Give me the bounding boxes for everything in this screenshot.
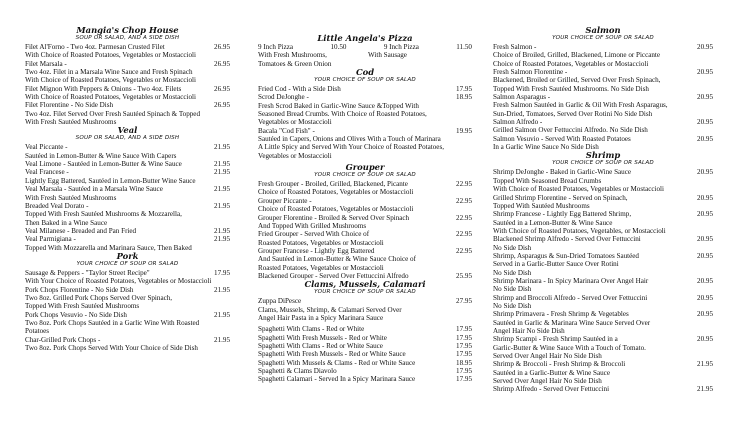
menu-line [25,344,230,352]
menu-line-text: Fresh Grouper - Broiled, Grilled, Blackened, Picante [258,180,408,189]
menu-line-text: With Choice of Roasted Potatoes, Vegetables or Mostaccioli [493,185,664,194]
menu-line [493,285,713,293]
menu-line-text: Sausage & Peppers - "Taylor Street Recipe" [25,268,150,277]
menu-line-text: Sautéed in a Garlic-Butter & Wine Sauce [493,368,610,377]
menu-line [258,222,472,230]
menu-line [493,51,713,59]
menu-line-text: Fresh Salmon Florentine - [493,68,568,77]
menu-line-text: Sautéed in Garlic & Marinara Wine Sauce Served Over [493,318,651,327]
menu-line [493,118,713,126]
menu-line-price: 26.95 [214,84,230,93]
pizza-right-name: 9 Inch Pizza [383,43,419,51]
menu-line-price: 26.95 [214,59,230,68]
menu-line-price: 22.95 [456,196,472,205]
menu-line [493,101,713,109]
menu-line [25,202,230,210]
menu-line-text: No Side Dish [493,285,532,294]
grouper-items [258,180,472,280]
menu-line-text: Served in a Garlic-Butter Sauce Over Rotini [493,260,619,269]
menu-line-text: Breaded Veal Dorato - [25,201,89,210]
menu-line-text: With Your Choice of Roasted Potatoes, Vegetables or Mostaccioli [25,277,212,286]
menu-line-price: 22.95 [456,246,472,255]
menu-line-price: 17.95 [456,333,472,342]
menu-line-price: 17.95 [456,85,472,94]
menu-line-text: Potatoes [25,327,50,336]
menu-line [258,325,472,333]
menu-line-text: A Little Spicy and Served With Your Choice of Roasted Potatoes, [258,143,444,152]
menu-line-text: Sautéed in a Lemon-Butter & Wine Sauce [493,218,613,227]
menu-line [493,177,713,185]
menu-line-text: Choice of Broiled, Grilled, Blackened, Limone or Piccante [493,51,661,60]
menu-line-price: 20.95 [697,118,713,127]
menu-line [493,260,713,268]
menu-line-text: With Choice of Roasted Potatoes, Vegetables or Mostaccioli [25,76,196,85]
menu-line [258,375,472,383]
menu-line-text: Two 8oz. Pork Chops Sautéed in a Garlic Wine With Roasted [25,318,200,327]
menu-line-price: 20.95 [697,168,713,177]
menu-line [493,252,713,260]
menu-line-text: Shrimp DeJonghe - Baked in Garlic-Wine Sauce [493,168,632,177]
menu-line-price: 21.95 [697,385,713,394]
menu-line [493,43,713,51]
menu-line-text: Seasoned Bread Crumbs. With Choice of Roasted Potatoes, [258,110,427,119]
menu-line-price: 22.95 [456,230,472,239]
menu-line-text: Shrimp & Broccoli - Fresh Shrimp & Broccoli [493,360,626,369]
menu-line [258,180,472,188]
menu-line [493,135,713,143]
menu-line [493,227,713,235]
menu-line-text: Veal Francese - [25,168,69,177]
menu-line-price: 25.95 [456,271,472,280]
menu-line [493,93,713,101]
menu-line-text: Shrimp, Asparagus & Sun-Dried Tomatoes Sautéed [493,251,639,260]
menu-line [493,126,713,134]
menu-line [25,177,230,185]
menu-line [25,93,230,101]
menu-line [493,110,713,118]
menu-line-text: Garlic-Butter & Wine Sauce With a Touch of Tomato. [493,343,646,352]
menu-line [493,335,713,343]
section-subtitle-shrimp: YOUR CHOICE OF SOUP OR SALAD [552,160,654,167]
menu-line-text: And Topped With Grilled Mushrooms [258,221,367,230]
menu-line [258,367,472,375]
menu-line [25,43,230,51]
menu-line-text: Vegetables or Mostaccioli [258,151,332,160]
menu-line-price: 20.95 [697,68,713,77]
menu-line-text: Shrimp Primavera - Fresh Shrimp & Vegetables [493,310,629,319]
menu-line-text: Spaghetti With Clams - Red or White Sauce [258,341,383,350]
section-title-chop-house: Mangia's Chop House [76,25,179,35]
menu-line-text: Fresh Scrod Baked in Garlic-Wine Sauce &Topped With [258,101,419,110]
menu-line [493,369,713,377]
menu-line [258,188,472,196]
menu-line-text: Scrod DeJonghe - [258,93,309,102]
menu-line-text: Salmon Alfredo - [493,118,543,127]
menu-line [258,110,472,118]
menu-line-text: Two 4oz. Filet Served Over Fresh Sautéed Spinach & Topped [25,109,201,118]
menu-line-text: With Choice of Roasted Potatoes, Vegetables or Mostaccioli [25,51,196,60]
menu-line-price: 17.95 [456,341,472,350]
menu-line-text: Topped With Fresh Sautéed Mushrooms [25,302,140,311]
menu-line [493,68,713,76]
menu-line-text: Two 8oz. Grilled Pork Chops Served Over Spinach, [25,293,173,302]
menu-line-text: Veal Marsala - Sautéed in a Marsala Wine Sauce [25,185,163,194]
menu-line-text: Fried Grouper - Served With Choice of [258,230,370,239]
menu-line [493,210,713,218]
menu-line-text: In a Garlic Wine Sauce No Side Dish [493,143,599,152]
menu-line [25,327,230,335]
menu-line [493,76,713,84]
menu-line-text: With Choice of Roasted Potatoes, Vegetables or Mostaccioli [25,93,196,102]
menu-line [493,219,713,227]
menu-line-text: Grouper Florentine - Broiled & Served Over Spinach [258,213,410,222]
menu-column-right [493,0,713,394]
menu-line-price: 21.95 [214,310,230,319]
menu-line-text: Topped With Sautéed Mushrooms [493,201,590,210]
menu-line-text: Zuppa DiPesce [258,297,302,306]
menu-line-text: Choice of Roasted Potatoes, Vegetables or Mostaccioli [493,59,649,68]
menu-line [25,227,230,235]
menu-line-price: 21.95 [214,143,230,152]
menu-line-price: 17.95 [214,268,230,277]
menu-line-text: No Side Dish [493,243,532,252]
menu-line-price: 21.95 [214,226,230,235]
menu-line-text: Sautéed in Capers, Onions and Olives With a Touch of Marinara [258,135,441,144]
menu-line-price: 21.95 [214,285,230,294]
menu-line-text: Filet Mignon With Peppers & Onions - Two 4oz. Filets [25,84,182,93]
menu-line-price: 17.95 [456,367,472,375]
menu-line-price: 21.95 [214,335,230,344]
menu-line [493,269,713,277]
menu-line [258,342,472,350]
pizza-left-desc: With Fresh Mushrooms, [258,51,327,60]
menu-line [493,344,713,352]
menu-line [258,297,472,305]
menu-line [493,294,713,302]
section-title-cod: Cod [355,67,375,78]
menu-line-price: 26.95 [214,101,230,110]
menu-line-price: 21.95 [214,160,230,169]
pizza-right-price: 11.50 [456,43,472,51]
menu-line [258,314,472,322]
menu-line [493,194,713,202]
menu-line [493,319,713,327]
menu-line [258,102,472,110]
menu-line-price: 20.95 [697,134,713,143]
menu-line-text: Spaghetti With Mussels & Clams - Red or White Sauce [258,358,416,367]
menu-line-text: Filet Florentine - No Side Dish [25,101,114,110]
menu-line [258,152,472,160]
menu-line-text: Shrimp Alfredo - Served Over Fettuccini [493,385,610,394]
menu-line-text: Veal Piccante - [25,143,68,152]
pizza-desc-2: Tomatoes & Green Onion [258,59,332,68]
menu-line-text: Grilled Salmon Over Fettuccini Alfredo. No Side Dish [493,126,648,135]
menu-line-text: Salmon Asparagus - [493,93,551,102]
menu-line [258,359,472,367]
menu-line-text: With Fresh Sautéed Mushrooms [25,118,117,127]
menu-line-text: Fried Cod - With a Side Dish [258,85,341,94]
menu-line [25,160,230,168]
menu-line-price: 17.95 [456,375,472,384]
menu-line-text: Roasted Potatoes, Vegetables or Mostaccioli [258,238,384,247]
menu-column-left [25,0,230,352]
menu-line [258,334,472,342]
spaghetti-items [258,325,472,383]
menu-line-text: Filet Al'Forno - Two 4oz. Parmesan Crusted Filet [25,43,165,51]
menu-line [25,152,230,160]
section-subtitle-clams: YOUR CHOICE OF SOUP OR SALAD [314,289,416,296]
shrimp-items [493,168,713,393]
menu-line-text: Sun-Dried, Tomatoes, Served Over Rotini No Side Dish [493,109,653,118]
menu-line-text: With Fresh Sautéed Mushrooms [25,193,117,202]
menu-line [258,135,472,143]
menu-line [25,76,230,84]
menu-line [493,168,713,176]
menu-line [25,60,230,68]
menu-line [25,277,230,285]
menu-line-text: Grouper Piccante - [258,196,312,205]
menu-line [258,350,472,358]
menu-line-text: Two 8oz. Pork Chops Served With Your Choice of Side Dish [25,344,198,352]
menu-line-price: 20.95 [697,193,713,202]
salmon-items [493,43,713,151]
menu-line-text: Topped With Fresh Sautéed Mushrooms & Mozzarella, [25,210,182,219]
menu-line-text: Spaghetti Calamari - Served In a Spicy Marinara Sauce [258,375,416,384]
menu-line-price: 20.95 [697,235,713,244]
section-subtitle-cod: YOUR CHOICE OF SOUP OR SALAD [314,77,416,84]
menu-line-price: 20.95 [697,251,713,260]
menu-line [493,244,713,252]
menu-line-text: Veal Limone - Sautéed in Lemon-Butter & Wine Sauce [25,160,182,169]
section-title-pork: Pork [116,250,139,261]
menu-line [493,85,713,93]
menu-line [258,85,472,93]
menu-line [25,336,230,344]
menu-line-price: 20.95 [697,210,713,219]
menu-line-price: 20.95 [697,276,713,285]
menu-line-text: And Sautéed in Lemon-Butter & Wine Sauce Choice of [258,255,416,264]
section-subtitle-salmon: YOUR CHOICE OF SOUP OR SALAD [552,35,654,41]
menu-line-text: Spaghetti With Fresh Mussels - Red or White [258,333,387,342]
menu-line [25,311,230,319]
menu-line [25,269,230,277]
menu-line-text: Topped With Mozzarella and Marinara Sauce, Then Baked [25,243,192,252]
menu-line-price: 21.95 [214,235,230,244]
menu-line [493,277,713,285]
menu-line-text: Then Baked in a Wine Sauce [25,218,108,227]
pizza-right-desc: With Sausage [368,51,407,60]
menu-line-price: 21.95 [697,360,713,369]
menu-line [258,247,472,255]
cod-items [258,85,472,160]
menu-line [25,235,230,243]
section-title-shrimp: Shrimp [585,150,621,161]
menu-line-text: Pork Chops Florentine - No Side Dish [25,285,134,294]
menu-line-text: Spaghetti With Clams - Red or White [258,325,365,334]
menu-line-text: Choice of Roasted Potatoes, Vegetables or Mostaccioli [258,205,414,214]
menu-line [493,310,713,318]
menu-line [493,235,713,243]
menu-line-price: 22.95 [456,213,472,222]
menu-line [493,327,713,335]
menu-line-text: Clams, Mussels, Shrimp, & Calamari Served Over [258,305,402,314]
menu-line [25,51,230,59]
section-title-grouper: Grouper [345,162,385,173]
pork-items [25,269,230,352]
menu-line [493,202,713,210]
menu-line [25,168,230,176]
menu-line [25,194,230,202]
menu-line-price: 18.95 [456,93,472,102]
menu-line [258,197,472,205]
menu-line [25,294,230,302]
menu-line-text: Vegetables or Mostaccioli [258,118,332,127]
pizza-left-price: 10.50 [330,43,347,51]
menu-line [258,205,472,213]
menu-line-text: Angel Hair Pasta in a Spicy Marinara Sauce [258,313,384,322]
section-title-veal: Veal [117,125,138,136]
section-subtitle-veal: SOUP OR SALAD, AND A SIDE DISH [75,135,180,142]
menu-line [258,93,472,101]
menu-line-text: Shrimp and Broccoli Alfredo - Served Over Fettuccini [493,293,648,302]
section-subtitle-pork: YOUR CHOICE OF SOUP OR SALAD [76,260,179,267]
menu-line [25,68,230,76]
menu-line-text: Topped With Fresh Sautéed Mushrooms. No Side Dish [493,84,649,93]
menu-line-price: 21.95 [214,201,230,210]
menu-line-text: Blackened Shrimp Alfredo - Served Over Fettuccini [493,235,641,244]
menu-line [25,85,230,93]
menu-line-text: Filet Marsala - [25,59,67,68]
menu-line-text: Topped With Seasoned Bread Crumbs [493,176,602,185]
pizza-left-name: 9 Inch Pizza [258,43,294,51]
menu-line [25,302,230,310]
section-subtitle-chop-house: SOUP OR SALAD, AND A SIDE DISH [75,35,180,41]
menu-line [258,255,472,263]
menu-line-price: 19.95 [456,126,472,135]
menu-line [25,219,230,227]
menu-line-text: Lightly Egg Battered, Sautéed in Lemon-Butter Wine Sauce [25,176,196,185]
section-subtitle-grouper: YOUR CHOICE OF SOUP OR SALAD [314,172,416,179]
menu-line [493,185,713,193]
menu-line [25,286,230,294]
menu-line-text: Shrimp Scampi - Fresh Shrimp Sautéed in a [493,335,618,344]
section-title-clams: Clams, Mussels, Calamari [304,279,426,290]
menu-line-text: Char-Grilled Pork Chops - [25,335,101,344]
menu-line-price: 26.95 [214,43,230,51]
menu-line-text: Served Over Angel Hair No Side Dish [493,352,602,361]
menu-line [493,385,713,393]
menu-line-price: 21.95 [214,168,230,177]
menu-line [493,302,713,310]
menu-line-text: Shrimp Francese - Lightly Egg Battered Shrimp, [493,210,632,219]
menu-line-price: 27.95 [456,297,472,306]
menu-line-price: 22.95 [456,180,472,189]
menu-line-text: Fresh Salmon - [493,43,537,51]
menu-line [493,60,713,68]
menu-line-text: Veal Milanese - Breaded and Pan Fried [25,226,137,235]
menu-line-price: 20.95 [697,93,713,102]
section-title-salmon: Salmon [585,25,621,35]
chop-house-items [25,43,230,126]
menu-line-text: Blackened, Broiled or Grilled, Served Over Fresh Spinach, [493,76,661,85]
menu-line-text: Grilled Shrimp Florentine - Served on Spinach, [493,193,628,202]
menu-line-text: Veal Parmigiana - [25,235,76,244]
menu-line [258,143,472,151]
menu-line [493,352,713,360]
menu-line [25,143,230,151]
menu-line-text: Fresh Salmon Sautéed in Garlic & Oil With Fresh Asparagus, [493,101,668,110]
menu-line-price: 20.95 [697,293,713,302]
menu-line-price: 21.95 [214,185,230,194]
pizza-row-2 [258,51,472,59]
menu-line-text: Roasted Potatoes, Vegetables or Mostaccioli [258,263,384,272]
menu-line-text: No Side Dish [493,268,532,277]
menu-line [258,118,472,126]
menu-column-middle [258,0,472,384]
menu-line-price: 17.95 [456,350,472,359]
menu-line-price: 17.95 [456,325,472,334]
menu-line-text: Served Over Angel Hair No Side Dish [493,377,602,386]
menu-line-text: Grouper Francese - Lightly Egg Battered [258,246,375,255]
menu-line [258,264,472,272]
menu-line-text: Blackened Grouper - Served Over Fettuccini Alfredo [258,271,409,280]
menu-line-text: With Choice of Roasted Potatoes, Vegetables, or Mostaccioli [493,226,666,235]
menu-line [258,239,472,247]
menu-line-text: Pork Chops Vesuvio - No Side Dish [25,310,127,319]
menu-line [25,319,230,327]
section-title-pizza: Little Angela's Pizza [317,33,413,43]
menu-line-text: Spaghetti & Clams Diavolo [258,367,337,375]
menu-line-price: 18.95 [456,358,472,367]
menu-line [25,185,230,193]
menu-line [258,306,472,314]
menu-line [258,127,472,135]
clams-items [258,297,472,322]
menu-line-price: 20.95 [697,310,713,319]
menu-line-text: No Side Dish [493,301,532,310]
menu-line [25,110,230,118]
menu-line-text: Choice of Roasted Potatoes, Vegetables or Mostaccioli [258,188,414,197]
menu-line [493,377,713,385]
menu-line [25,101,230,109]
veal-items [25,143,230,251]
menu-line-text: Spaghetti With Fresh Mussels - Red or White Sauce [258,350,406,359]
menu-line-text: Two 4oz. Filet in a Marsala Wine Sauce and Fresh Spinach [25,68,193,77]
menu-line-text: Bacala "Cod Fish" - [258,126,315,135]
menu-line-text: Sautéed in Lemon-Butter & Wine Sauce With Capers [25,151,177,160]
menu-line-text: Salmon Vesuvio - Served With Roasted Potatoes [493,134,631,143]
menu-line [258,230,472,238]
menu-line-text: Angel Hair No Side Dish [493,327,565,335]
menu-line [25,210,230,218]
pizza-row-1 [258,43,472,51]
menu-line [493,360,713,368]
menu-line-text: Shrimp Marinara - In Spicy Marinara Over Angel Hair [493,276,649,285]
menu-line-price: 20.95 [697,43,713,51]
menu-line-price: 20.95 [697,335,713,344]
menu-line [258,214,472,222]
